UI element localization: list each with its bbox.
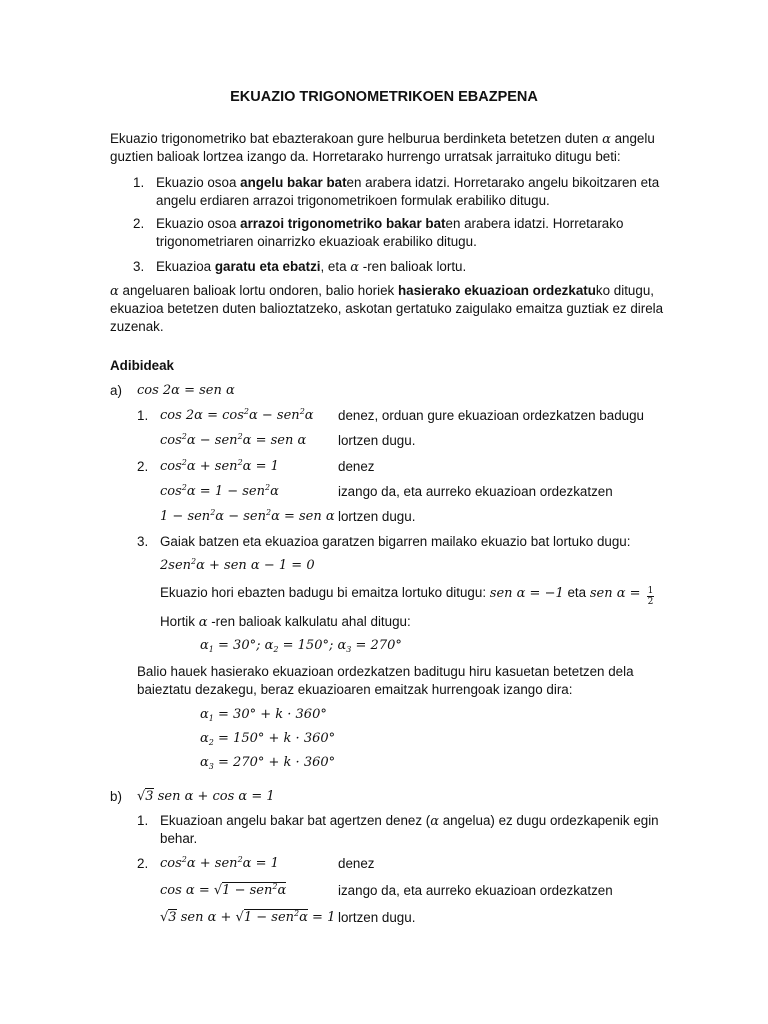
example-a-step-2-text: denez bbox=[338, 459, 375, 474]
example-a-hortik: Hortik α -ren balioak kalkulatu ahal ditugu: bbox=[160, 614, 411, 630]
example-a-step-2b-text: izango da, eta aurreko ekuazioan ordezkatzen bbox=[338, 484, 613, 499]
example-a-step-3-text: Gaiak batzen eta ekuazioa garatzen bigarren mailako ekuazio bat lortuko dugu: bbox=[160, 534, 631, 549]
example-a-step-1-text: denez, orduan gure ekuazioan ordezkatzen badugu bbox=[338, 408, 644, 423]
step-1-number: 1. bbox=[133, 175, 145, 190]
step-3-text: Ekuazioa garatu eta ebatzi, eta α -ren balioak lortu. bbox=[156, 259, 467, 275]
example-a-check-line-2: baieztatu dezakegu, beraz ekuazioaren emaitzak hurrengoak izango dira: bbox=[137, 682, 573, 697]
example-b-equation: √3 sen α + cos α = 1 bbox=[137, 789, 275, 804]
example-a-step-2c-text: lortzen dugu. bbox=[338, 509, 416, 524]
example-a-step-1-formula: $\cos 2\alpha = \cos^2\alpha - sen^2\alpha$ bbox=[160, 407, 314, 423]
example-a-quadratic: 2sen$^2$α + sen α − 1 = 0 bbox=[160, 557, 315, 573]
step-2-number: 2. bbox=[133, 216, 145, 231]
example-a-solution-2: $\alpha_2 = 150^\circ + k \cdot 360^\circ$ bbox=[200, 731, 336, 747]
after-line-1: α angeluaren balioak lortu ondoren, balio horiek hasierako ekuazioan ordezkatuko ditugu, bbox=[110, 283, 654, 299]
example-b-step-2b-text: izango da, eta aurreko ekuazioan ordezkatzen bbox=[338, 883, 613, 898]
step-3-number: 3. bbox=[133, 259, 145, 274]
after-line-3: zuzenak. bbox=[110, 319, 164, 334]
example-a-step-2b-formula: $\cos^2\alpha = 1 - sen^2\alpha$ bbox=[160, 483, 279, 499]
intro-line-2: guztien balioak lortzea izango da. Horretarako hurrengo urratsak jarraituko ditugu beti: bbox=[110, 149, 621, 164]
example-a-solution-3: $\alpha_3 = 270^\circ + k \cdot 360^\circ$ bbox=[200, 755, 336, 771]
example-a-step-2c-formula: 1 − sen$^2$α − sen$^2$α = sen α bbox=[160, 508, 335, 524]
example-a-equation: cos 2α = sen α bbox=[137, 383, 235, 398]
example-b-step-2-number: 2. bbox=[137, 856, 149, 871]
example-a-solution-1: $\alpha_1 = 30^\circ + k \cdot 360^\circ$ bbox=[200, 707, 327, 723]
step-2-text: Ekuazio osoa arrazoi trigonometriko bakar baten arabera idatzi. Horretarako bbox=[156, 216, 624, 231]
example-a-check-line-1: Balio hauek hasierako ekuazioan ordezkatzen baditugu hiru kasuetan betetzen dela bbox=[137, 664, 634, 679]
example-a-step-2-formula: $\cos^2\alpha + sen^2\alpha = 1$ bbox=[160, 458, 279, 474]
example-a-step-1b-text: lortzen dugu. bbox=[338, 433, 416, 448]
example-a-step-1b-formula: $\cos^2\alpha - sen^2\alpha$ = sen α bbox=[160, 432, 307, 448]
example-b-step-2c-formula: √3 sen α + √1 − sen$^2$α = 1 bbox=[160, 909, 336, 925]
examples-heading: Adibideak bbox=[110, 358, 174, 373]
step-1-text-line-2: angelu erdiaren arrazoi trigonometrikoen formulak erabiliko ditugu. bbox=[156, 193, 550, 208]
example-a-angles: $\alpha_1 = 30^\circ$; $\alpha_2 = 150^\circ$; $\alpha_3 = 270^\circ$ bbox=[200, 638, 402, 654]
example-a-step-1-number: 1. bbox=[137, 408, 149, 423]
example-b-step-1-number: 1. bbox=[137, 813, 149, 828]
example-b-step-2-formula: $\cos^2\alpha + sen^2\alpha = 1$ bbox=[160, 855, 279, 871]
example-b-step-2c-text: lortzen dugu. bbox=[338, 910, 416, 925]
one-half-fraction: $\frac{1}{2}$ bbox=[647, 586, 654, 607]
example-b-step-2b-formula: cos α = √1 − sen$^2$α bbox=[160, 882, 287, 898]
example-b-step-1-text-line-2: behar. bbox=[160, 831, 198, 846]
example-a-step-3-number: 3. bbox=[137, 534, 149, 549]
example-a-solutions: Ekuazio hori ebazten badugu bi emaitza lortuko ditugu: sen α = −1 eta sen α = $\frac{1}{2}$ bbox=[160, 585, 654, 607]
page-title: EKUAZIO TRIGONOMETRIKOEN EBAZPENA bbox=[230, 89, 538, 105]
example-b-step-1-text: Ekuazioan angelu bakar bat agertzen denez (α angelua) ez dugu ordezkapenik egin bbox=[160, 813, 659, 829]
example-a-label: a) bbox=[110, 383, 122, 398]
example-a-step-2-number: 2. bbox=[137, 459, 149, 474]
step-1-text: Ekuazio osoa angelu bakar baten arabera idatzi. Horretarako angelu bikoitzaren eta bbox=[156, 175, 660, 190]
example-b-label: b) bbox=[110, 789, 122, 804]
example-b-step-2-text: denez bbox=[338, 856, 375, 871]
after-line-2: ekuazioa betetzen duten balioztatzeko, askotan gertatuko zaigulako emaitza guztiak ez direla bbox=[110, 301, 664, 316]
step-2-text-line-2: trigonometriaren oinarrizko ekuazioak erabiliko ditugu. bbox=[156, 234, 477, 249]
intro-line-1: Ekuazio trigonometriko bat ebazterakoan gure helburua berdinketa betetzen duten α angelu bbox=[110, 131, 655, 147]
